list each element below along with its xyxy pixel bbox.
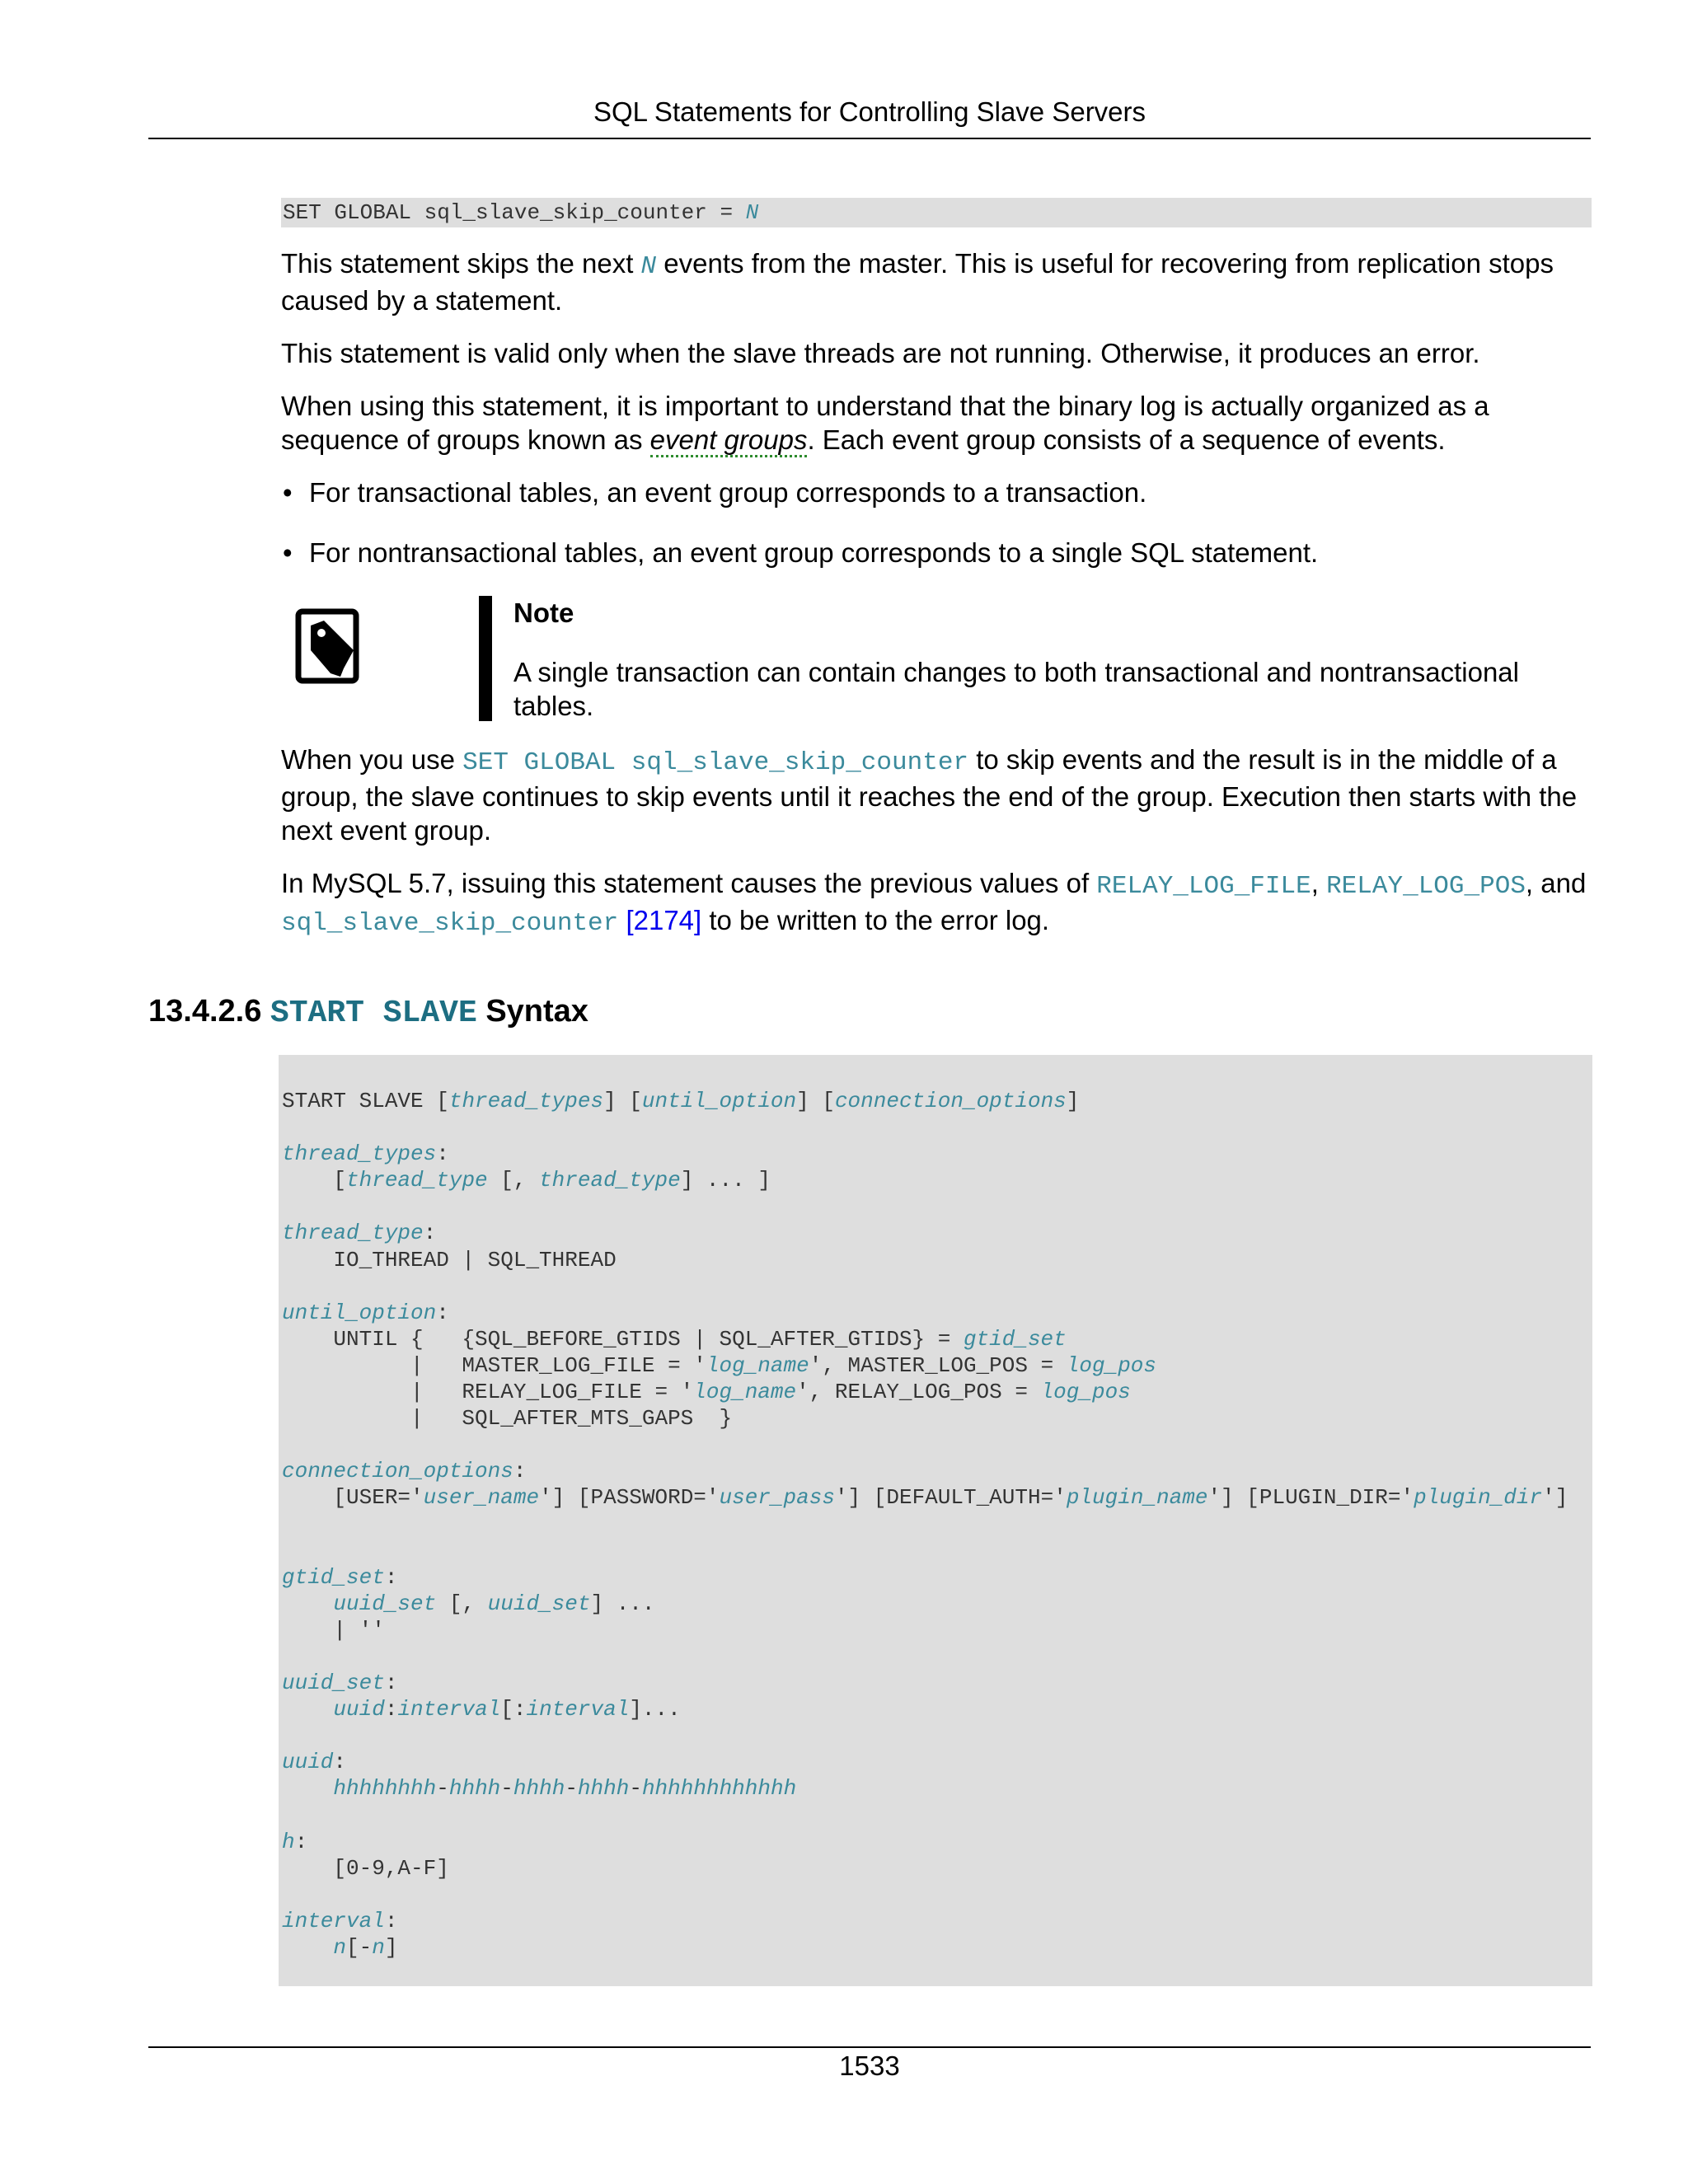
syntax-placeholder: thread_type <box>346 1168 488 1193</box>
syntax-token: | RELAY_LOG_FILE = ' <box>282 1380 694 1405</box>
syntax-placeholder: hhhh <box>448 1776 501 1802</box>
syntax-placeholder: plugin_name <box>1066 1485 1208 1511</box>
syntax-token: | '' <box>282 1617 385 1643</box>
text-run: , <box>1311 868 1327 898</box>
skip-counter-code <box>281 198 1592 227</box>
section-number: 13.4.2.6 <box>148 994 262 1029</box>
code-relay-log-file[interactable]: RELAY_LOG_FILE <box>1096 872 1311 901</box>
syntax-token: | MASTER_LOG_FILE = ' <box>282 1352 706 1378</box>
variable-n: N <box>640 252 657 281</box>
text-run: When you use <box>281 744 463 775</box>
syntax-placeholder: thread_types <box>282 1141 437 1167</box>
syntax-token: : <box>436 1141 449 1167</box>
syntax-token: ] ... <box>590 1591 655 1616</box>
syntax-token: : <box>513 1459 527 1484</box>
syntax-token: : <box>423 1221 437 1246</box>
syntax-token: UNTIL { {SQL_BEFORE_GTIDS | SQL_AFTER_GTIDS} = <box>282 1326 964 1352</box>
syntax-placeholder: n <box>372 1935 385 1960</box>
glossary-term-event-groups[interactable]: event groups <box>650 424 808 457</box>
syntax-token <box>282 1935 333 1960</box>
syntax-placeholder: uuid_set <box>282 1671 385 1696</box>
syntax-token: ] ... ] <box>680 1168 771 1193</box>
footer-rule <box>148 2046 1591 2048</box>
code-set-global[interactable]: SET GLOBAL sql_slave_skip_counter <box>462 748 969 777</box>
text-run: This statement skips the next <box>281 248 641 279</box>
text-run: . Each event group consists of a sequence of events. <box>807 424 1446 455</box>
bullet-marker: • <box>283 477 293 508</box>
syntax-token: START SLAVE [ <box>282 1089 449 1113</box>
section-label: Syntax <box>485 994 588 1029</box>
paragraph-skip-events <box>281 246 1592 317</box>
syntax-token: ', RELAY_LOG_POS = <box>796 1380 1041 1405</box>
syntax-placeholder: gtid_set <box>282 1564 385 1590</box>
code-sql-slave-skip-counter[interactable]: sql_slave_skip_counter <box>281 909 619 938</box>
syntax-placeholder: uuid <box>282 1750 334 1775</box>
paragraph-mysql57 <box>281 866 1592 940</box>
paragraph-group-skip <box>281 743 1592 847</box>
syntax-placeholder: connection_options <box>834 1089 1067 1113</box>
syntax-token: [- <box>346 1935 373 1960</box>
syntax-token: - <box>565 1776 578 1802</box>
syntax-placeholder: hhhh <box>577 1776 630 1802</box>
syntax-token: [0-9,A-F] <box>282 1855 449 1881</box>
note-text: A single transaction can contain changes to both transactional and nontransactional tables. <box>513 657 1519 721</box>
syntax-token: : <box>384 1697 398 1722</box>
section-code-title[interactable]: START SLAVE <box>270 996 477 1031</box>
bullet-marker: • <box>283 537 293 568</box>
syntax-placeholder: uuid <box>333 1697 385 1722</box>
syntax-placeholder: h <box>282 1829 295 1854</box>
syntax-placeholder: thread_types <box>448 1089 604 1113</box>
syntax-placeholder: log_name <box>693 1380 797 1405</box>
syntax-token: IO_THREAD | SQL_THREAD <box>282 1247 617 1272</box>
running-header: SQL Statements for Controlling Slave Servers <box>593 96 1146 127</box>
text-run: to be written to the error log. <box>701 905 1050 935</box>
syntax-token: : <box>384 1908 398 1933</box>
syntax-token: '] [PLUGIN_DIR=' <box>1207 1485 1414 1511</box>
syntax-text <box>279 1055 1592 1961</box>
syntax-token: [USER=' <box>282 1485 424 1511</box>
syntax-placeholder: hhhh <box>513 1776 565 1802</box>
syntax-placeholder: log_pos <box>1066 1352 1156 1378</box>
syntax-token: - <box>629 1776 642 1802</box>
syntax-placeholder: log_name <box>706 1352 809 1378</box>
syntax-token: ]... <box>629 1697 681 1722</box>
main-content <box>281 198 1592 940</box>
text-run: to skip events and the result is in the middle of a group, the slave continues to skip events until it reaches the end of the group. Execution then starts with the next event group. <box>281 744 1578 846</box>
syntax-placeholder: thread_type <box>539 1168 681 1193</box>
syntax-placeholder: user_pass <box>719 1485 835 1511</box>
bullet-list <box>281 476 1592 569</box>
note-icon <box>294 607 362 685</box>
syntax-code-block <box>279 1055 1592 1986</box>
syntax-token <box>282 1697 333 1722</box>
syntax-token: | SQL_AFTER_MTS_GAPS } <box>282 1406 733 1432</box>
note-admonition <box>281 596 1592 721</box>
code-text: SET GLOBAL sql_slave_skip_counter = <box>283 200 746 225</box>
syntax-token: [: <box>500 1697 527 1722</box>
syntax-token: : <box>294 1829 308 1854</box>
syntax-token: : <box>436 1300 449 1325</box>
text-run: When using this statement, it is important to understand that the binary log is actually organized as a sequence of groups known as <box>281 391 1489 455</box>
syntax-placeholder: interval <box>282 1908 385 1933</box>
syntax-token: ] [ <box>796 1089 835 1113</box>
syntax-token: [, <box>436 1591 488 1616</box>
syntax-token: - <box>436 1776 449 1802</box>
syntax-placeholder: uuid_set <box>333 1591 437 1616</box>
syntax-placeholder: hhhhhhhh <box>333 1776 437 1802</box>
list-item <box>281 476 1592 509</box>
list-item-text: For transactional tables, an event group corresponds to a transaction. <box>309 477 1147 508</box>
section-heading <box>148 987 588 1038</box>
syntax-token: : <box>384 1671 398 1696</box>
page-number: 1533 <box>839 2050 900 2081</box>
syntax-token: - <box>500 1776 513 1802</box>
syntax-placeholder: uuid_set <box>487 1591 591 1616</box>
header-rule <box>148 138 1591 139</box>
syntax-placeholder: n <box>333 1935 347 1960</box>
syntax-token: '] [DEFAULT_AUTH=' <box>834 1485 1067 1511</box>
syntax-token: '] [PASSWORD=' <box>539 1485 720 1511</box>
syntax-token <box>282 1591 333 1616</box>
syntax-placeholder: thread_type <box>282 1221 424 1246</box>
syntax-placeholder: plugin_dir <box>1414 1485 1543 1511</box>
list-item-text: For nontransactional tables, an event group corresponds to a single SQL statement. <box>309 537 1319 568</box>
note-title: Note <box>513 598 574 628</box>
text-run: In MySQL 5.7, issuing this statement causes the previous values of <box>281 868 1097 898</box>
syntax-token: '] <box>1542 1485 1568 1511</box>
syntax-token: [, <box>487 1168 540 1193</box>
syntax-token: : <box>333 1750 347 1775</box>
syntax-placeholder: until_option <box>282 1300 437 1325</box>
syntax-placeholder: interval <box>526 1697 630 1722</box>
paragraph-event-groups <box>281 389 1592 457</box>
syntax-token: ', MASTER_LOG_POS = <box>809 1352 1067 1378</box>
syntax-token: ] <box>384 1935 398 1960</box>
syntax-placeholder: gtid_set <box>963 1326 1067 1352</box>
syntax-placeholder: interval <box>397 1697 501 1722</box>
syntax-placeholder: log_pos <box>1040 1380 1131 1405</box>
note-bar <box>479 596 492 721</box>
syntax-placeholder: connection_options <box>282 1459 513 1484</box>
page-reference-link[interactable]: [2174] <box>626 905 702 935</box>
code-variable-n: N <box>745 200 759 225</box>
text-run: events from the master. This is useful for recovering from replication stops caused by a statement. <box>281 248 1554 316</box>
syntax-token: [ <box>282 1168 347 1193</box>
syntax-token <box>282 1776 333 1801</box>
syntax-token: ] <box>1066 1089 1080 1113</box>
syntax-token: : <box>384 1564 398 1590</box>
syntax-token: ] [ <box>603 1089 642 1113</box>
code-relay-log-pos[interactable]: RELAY_LOG_POS <box>1326 872 1526 901</box>
list-item <box>281 536 1592 569</box>
syntax-placeholder: user_name <box>423 1485 540 1511</box>
syntax-placeholder: hhhhhhhhhhhh <box>641 1776 797 1802</box>
paragraph-validity: This statement is valid only when the slave threads are not running. Otherwise, it produces an error. <box>281 338 1480 368</box>
syntax-placeholder: until_option <box>641 1089 797 1113</box>
text-run: , and <box>1525 868 1587 898</box>
